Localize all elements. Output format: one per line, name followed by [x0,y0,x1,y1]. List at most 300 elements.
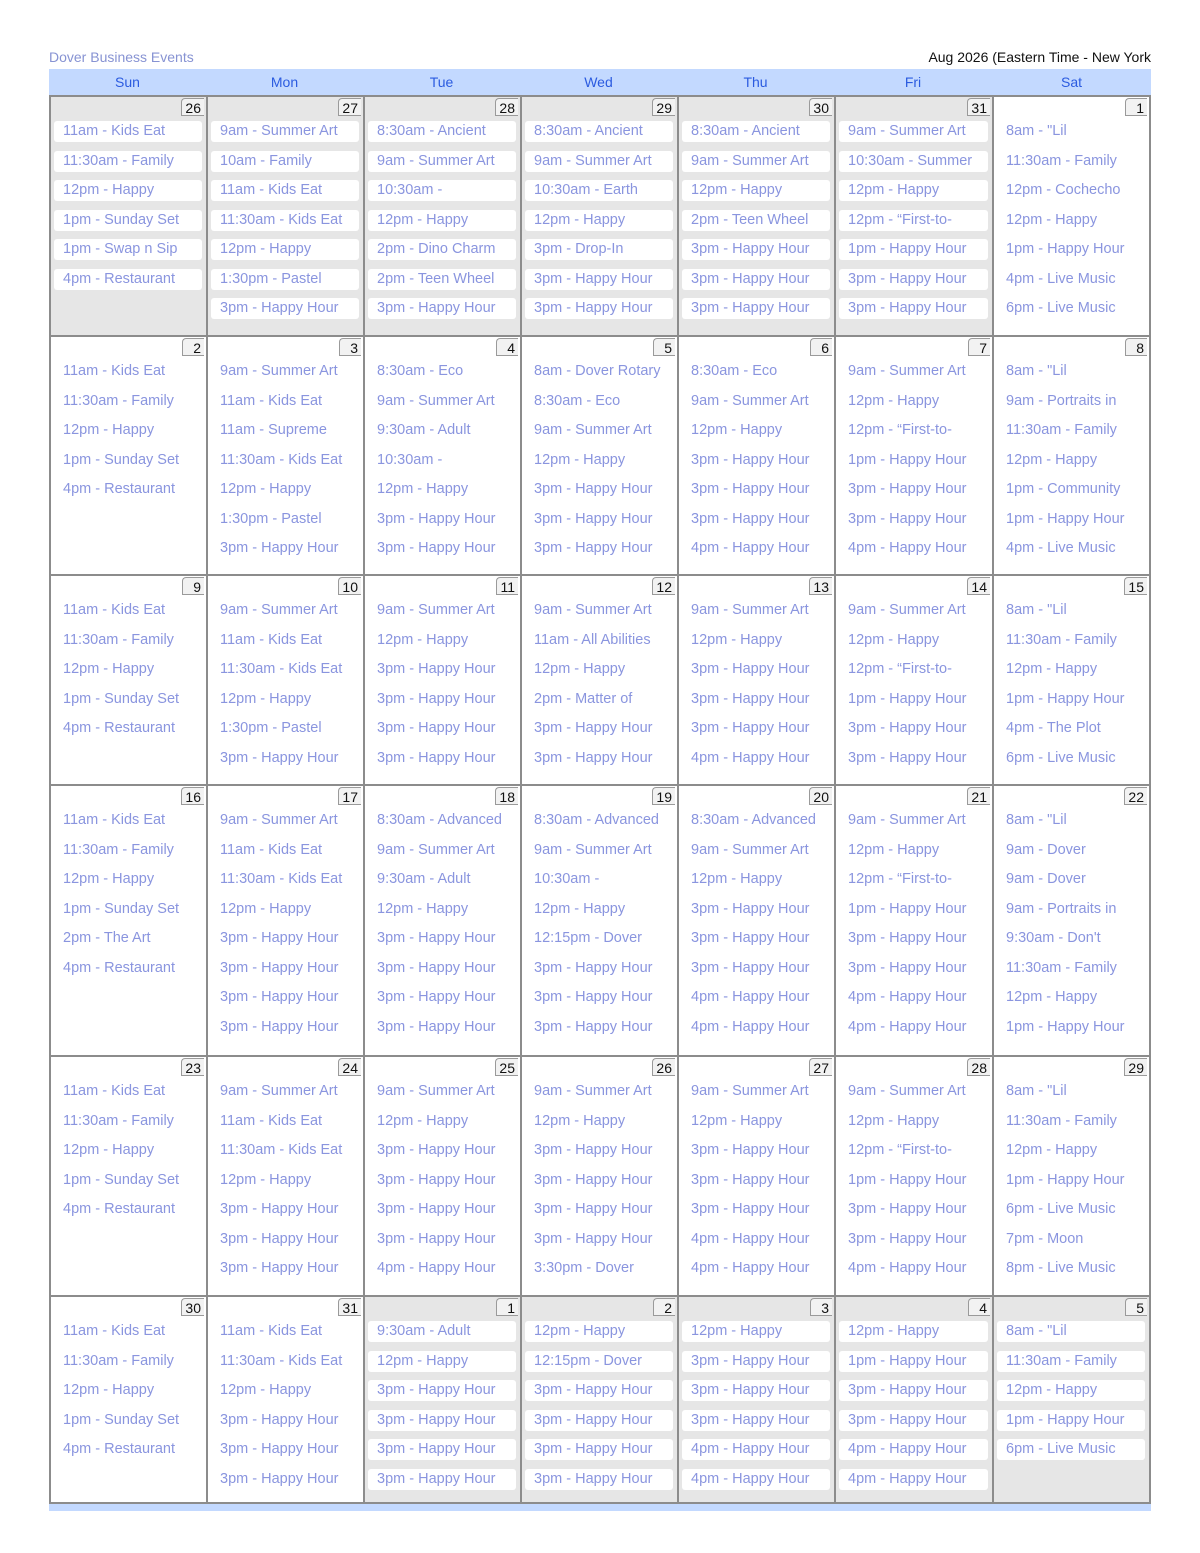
event-chip[interactable]: 9am - Summer Art [848,1083,966,1099]
event-chip[interactable]: 3pm - Happy Hour [377,720,496,736]
event-chip[interactable]: 3pm - Happy Hour [534,720,653,736]
date-number[interactable]: 26 [652,1058,675,1076]
event-chip[interactable]: 1pm - Happy Hour [1006,510,1125,527]
day-cell-wed[interactable] [520,786,677,1055]
event-chip[interactable]: 8:30am - Eco [691,363,778,379]
day-cell-sat[interactable] [992,97,1151,335]
event-chip[interactable]: 11am - Kids Eat [220,841,323,858]
day-cell-sun[interactable] [49,786,206,1055]
event-chip[interactable]: 12pm - Happy [220,1171,312,1188]
date-number[interactable]: 25 [495,1058,518,1076]
day-cell-tue[interactable] [363,786,520,1055]
event-chip[interactable]: 9am - Summer Art [220,602,338,618]
event-chip[interactable] [365,1435,520,1465]
event-chip[interactable]: 3pm - Happy Hour [377,540,496,556]
event-chip[interactable]: 3pm - Happy Hour [377,1018,496,1035]
event-chip[interactable]: 1pm - Happy Hour [848,451,967,468]
event-chip[interactable]: 9am - Summer Art [848,363,966,379]
event-chip[interactable]: 11am - All Abilities [534,631,651,648]
day-cell-sun[interactable] [49,1057,206,1295]
day-cell-mon[interactable] [206,1297,363,1502]
date-number[interactable]: 7 [968,338,990,356]
event-chip[interactable]: 4pm - Happy Hour [691,1230,810,1247]
event-chip[interactable]: 3pm - Happy Hour [691,959,810,976]
event-chip[interactable]: 8pm - Live Music [1006,1260,1116,1276]
event-chip[interactable]: 4pm - Happy Hour [848,1260,967,1276]
date-number[interactable]: 14 [967,577,990,595]
event-chip[interactable]: 11am - Kids Eat [63,602,166,618]
event-chip[interactable]: 11am - Kids Eat [220,631,323,648]
event-chip[interactable] [836,294,992,324]
day-cell-thu[interactable] [677,786,834,1055]
event-chip[interactable]: 1pm - Happy Hour [848,690,967,707]
event-chip[interactable] [836,265,992,295]
event-chip[interactable]: 9am - Dover [1006,841,1086,858]
event-chip[interactable]: 3pm - Happy Hour [220,1260,339,1276]
day-cell-mon[interactable] [206,97,363,335]
event-chip[interactable] [679,1317,834,1347]
event-chip[interactable]: 3pm - Happy Hour [534,481,653,497]
event-chip[interactable]: 9am - Summer Art [377,392,495,409]
event-chip[interactable]: 8:30am - Advanced [377,812,502,828]
event-chip[interactable]: 12pm - Happy [1006,1142,1098,1158]
event-chip[interactable] [679,235,834,265]
event-chip[interactable]: 4pm - Live Music [1006,270,1116,287]
event-chip[interactable]: 4pm - Happy Hour [848,540,967,556]
event-chip[interactable]: 12pm - Happy [1006,211,1098,228]
event-chip[interactable] [522,176,677,206]
event-chip[interactable]: 3pm - Happy Hour [691,1201,810,1217]
event-chip[interactable]: 9am - Summer Art [534,1083,652,1099]
event-chip[interactable]: 12pm - Happy [534,1112,626,1129]
day-cell-fri[interactable] [834,786,992,1055]
event-chip[interactable]: 11am - Kids Eat [63,363,166,379]
date-number[interactable]: 31 [338,1298,361,1316]
event-chip[interactable]: 6pm - Live Music [1006,1201,1116,1217]
event-chip[interactable]: 11am - Kids Eat [63,812,166,828]
event-chip[interactable] [365,1317,520,1347]
event-chip[interactable] [522,1376,677,1406]
event-chip[interactable]: 12pm - Happy [691,631,783,648]
event-chip[interactable] [208,176,363,206]
event-chip[interactable]: 8am - "Lil [1006,812,1067,828]
event-chip[interactable]: 11:30am - Family [1006,959,1117,976]
event-chip[interactable]: 8:30am - Advanced [691,812,816,828]
event-chip[interactable]: 12pm - Happy [377,631,469,648]
event-chip[interactable] [679,1376,834,1406]
day-cell-mon[interactable] [206,1057,363,1295]
date-number[interactable]: 4 [496,338,518,356]
event-chip[interactable]: 1:30pm - Pastel [220,720,322,736]
event-chip[interactable] [522,1406,677,1436]
date-number[interactable]: 17 [338,787,361,805]
event-chip[interactable]: 1pm - Happy Hour [848,1171,967,1188]
event-chip[interactable] [365,176,520,206]
event-chip[interactable] [365,1406,520,1436]
event-chip[interactable] [836,176,992,206]
day-cell-fri[interactable] [834,576,992,784]
event-chip[interactable] [51,176,206,206]
event-chip[interactable] [365,147,520,177]
date-number[interactable]: 18 [495,787,518,805]
event-chip[interactable]: 4pm - Restaurant [63,1441,176,1457]
event-chip[interactable]: 9:30am - Adult [377,871,471,887]
event-chip[interactable]: 12pm - Happy [691,422,783,438]
event-chip[interactable]: 3pm - Happy Hour [848,959,967,976]
event-chip[interactable]: 3pm - Happy Hour [691,510,810,527]
event-chip[interactable] [836,1376,992,1406]
event-chip[interactable]: 4pm - The Plot [1006,720,1101,736]
day-cell-mon[interactable] [206,337,363,574]
event-chip[interactable] [365,206,520,236]
day-cell-fri[interactable] [834,1057,992,1295]
event-chip[interactable]: 3pm - Happy Hour [220,1470,339,1487]
event-chip[interactable]: 3pm - Happy Hour [377,1142,496,1158]
date-number[interactable]: 9 [182,577,204,595]
event-chip[interactable]: 11:30am - Kids Eat [220,1142,343,1158]
event-chip[interactable] [51,265,206,295]
event-chip[interactable]: 12pm - Happy [377,1112,469,1129]
event-chip[interactable]: 1pm - Happy Hour [1006,241,1125,257]
date-number[interactable]: 22 [1124,787,1147,805]
event-chip[interactable]: 2pm - The Art [63,930,151,946]
event-chip[interactable] [679,1465,834,1495]
event-chip[interactable]: 4pm - Live Music [1006,540,1116,556]
day-cell-thu[interactable] [677,1057,834,1295]
event-chip[interactable]: 1pm - Happy Hour [848,900,967,917]
event-chip[interactable]: 3pm - Happy Hour [220,959,339,976]
event-chip[interactable] [679,265,834,295]
event-chip[interactable]: 3pm - Happy Hour [534,959,653,976]
event-chip[interactable] [365,235,520,265]
date-number[interactable]: 16 [181,787,204,805]
event-chip[interactable]: 11:30am - Family [1006,631,1117,648]
event-chip[interactable]: 3pm - Happy Hour [377,690,496,707]
event-chip[interactable]: 3pm - Happy Hour [534,749,653,766]
date-number[interactable]: 1 [1125,98,1147,116]
event-chip[interactable] [208,117,363,147]
event-chip[interactable]: 12pm - Cochecho [1006,182,1121,198]
event-chip[interactable] [522,1317,677,1347]
day-cell-tue[interactable] [363,1057,520,1295]
event-chip[interactable]: 9am - Summer Art [377,1083,495,1099]
date-number[interactable]: 20 [809,787,832,805]
event-chip[interactable] [679,147,834,177]
event-chip[interactable]: 3pm - Happy Hour [691,690,810,707]
day-cell-tue[interactable] [363,1297,520,1502]
event-chip[interactable] [836,206,992,236]
event-chip[interactable]: 11:30am - Kids Eat [220,1352,343,1369]
event-chip[interactable]: 11:30am - Family [63,392,174,409]
event-chip[interactable]: 12:15pm - Dover [534,930,642,946]
day-cell-sun[interactable] [49,97,206,335]
date-number[interactable]: 30 [181,1298,204,1316]
event-chip[interactable]: 11:30am - Family [63,631,174,648]
event-chip[interactable]: 12pm - Happy [691,1112,783,1129]
event-chip[interactable] [365,1376,520,1406]
event-chip[interactable]: 11am - Kids Eat [220,1112,323,1129]
event-chip[interactable] [679,1347,834,1377]
event-chip[interactable] [365,1465,520,1495]
day-cell-fri[interactable] [834,1297,992,1502]
day-cell-wed[interactable] [520,576,677,784]
event-chip[interactable]: 12pm - Happy [220,1382,312,1398]
day-cell-thu[interactable] [677,576,834,784]
event-chip[interactable] [836,1465,992,1495]
event-chip[interactable]: 12pm - Happy [848,631,940,648]
event-chip[interactable]: 3pm - Happy Hour [534,989,653,1005]
date-number[interactable]: 6 [810,338,832,356]
event-chip[interactable]: 4pm - Happy Hour [377,1260,496,1276]
event-chip[interactable]: 9am - Summer Art [691,392,809,409]
event-chip[interactable]: 3pm - Happy Hour [534,1018,653,1035]
event-chip[interactable]: 3pm - Happy Hour [220,1018,339,1035]
date-number[interactable]: 19 [652,787,675,805]
event-chip[interactable]: 11:30am - Family [63,841,174,858]
event-chip[interactable]: 3pm - Happy Hour [534,1201,653,1217]
event-chip[interactable] [679,294,834,324]
event-chip[interactable] [522,235,677,265]
day-cell-thu[interactable] [677,1297,834,1502]
event-chip[interactable]: 8:30am - Eco [377,363,464,379]
event-chip[interactable]: 3pm - Happy Hour [848,510,967,527]
event-chip[interactable] [522,294,677,324]
event-chip[interactable]: 1:30pm - Pastel [220,510,322,527]
event-chip[interactable]: 3:30pm - Dover [534,1260,634,1276]
event-chip[interactable]: 12pm - Happy [691,871,783,887]
event-chip[interactable]: 1pm - Happy Hour [1006,1171,1125,1188]
day-cell-mon[interactable] [206,786,363,1055]
event-chip[interactable]: 12pm - Happy [848,841,940,858]
event-chip[interactable]: 8am - Dover Rotary [534,363,661,379]
day-cell-thu[interactable] [677,97,834,335]
event-chip[interactable]: 1pm - Sunday Set [63,690,180,707]
event-chip[interactable] [679,206,834,236]
event-chip[interactable]: 3pm - Happy Hour [377,661,496,677]
date-number[interactable]: 13 [809,577,832,595]
event-chip[interactable] [208,147,363,177]
date-number[interactable]: 2 [653,1298,675,1316]
event-chip[interactable] [836,1347,992,1377]
event-chip[interactable] [679,117,834,147]
event-chip[interactable]: 12pm - Happy [1006,989,1098,1005]
event-chip[interactable] [208,206,363,236]
event-chip[interactable]: 11am - Kids Eat [220,1323,323,1339]
event-chip[interactable]: 11:30am - Family [1006,422,1117,438]
event-chip[interactable]: 3pm - Happy Hour [220,540,339,556]
day-cell-sun[interactable] [49,337,206,574]
event-chip[interactable]: 9am - Summer Art [220,1083,338,1099]
event-chip[interactable] [836,1317,992,1347]
event-chip[interactable]: 12pm - Happy [1006,661,1098,677]
date-number[interactable]: 4 [968,1298,990,1316]
event-chip[interactable]: 9am - Summer Art [691,841,809,858]
day-cell-sun[interactable] [49,576,206,784]
event-chip[interactable]: 3pm - Happy Hour [848,930,967,946]
event-chip[interactable]: 12pm - Happy [534,900,626,917]
event-chip[interactable]: 9am - Summer Art [534,841,652,858]
event-chip[interactable]: 3pm - Happy Hour [534,1230,653,1247]
event-chip[interactable]: 7pm - Moon [1006,1230,1084,1247]
event-chip[interactable]: 1pm - Happy Hour [1006,1018,1125,1035]
event-chip[interactable]: 8am - "Lil [1006,123,1067,139]
day-cell-fri[interactable] [834,97,992,335]
event-chip[interactable]: 4pm - Happy Hour [848,989,967,1005]
event-chip[interactable] [365,265,520,295]
event-chip[interactable]: 9am - Summer Art [691,602,809,618]
event-chip[interactable]: 11:30am - Kids Eat [220,451,343,468]
event-chip[interactable]: 12pm - Happy [534,451,626,468]
event-chip[interactable] [522,265,677,295]
event-chip[interactable]: 6pm - Live Music [1006,300,1116,316]
event-chip[interactable]: 3pm - Happy Hour [377,1230,496,1247]
day-cell-tue[interactable] [363,337,520,574]
event-chip[interactable] [994,1376,1149,1406]
event-chip[interactable]: 3pm - Happy Hour [534,1171,653,1188]
event-chip[interactable]: 4pm - Happy Hour [691,989,810,1005]
event-chip[interactable] [522,206,677,236]
event-chip[interactable]: 12pm - Happy [377,481,469,497]
event-chip[interactable]: 3pm - Happy Hour [377,930,496,946]
event-chip[interactable] [522,1347,677,1377]
event-chip[interactable]: 11:30am - Kids Eat [220,871,343,887]
event-chip[interactable]: 1pm - Sunday Set [63,451,180,468]
event-chip[interactable]: 3pm - Happy Hour [534,510,653,527]
event-chip[interactable]: 9am - Dover [1006,871,1086,887]
event-chip[interactable]: 3pm - Happy Hour [848,1230,967,1247]
date-number[interactable]: 27 [809,1058,832,1076]
event-chip[interactable]: 9am - Portraits in [1006,392,1117,409]
event-chip[interactable]: 3pm - Happy Hour [220,1441,339,1457]
event-chip[interactable]: 11:30am - Family [63,1352,174,1369]
event-chip[interactable]: 11am - Supreme [220,422,327,438]
event-chip[interactable] [208,235,363,265]
event-chip[interactable] [208,294,363,324]
event-chip[interactable]: 12pm - Happy [220,481,312,497]
event-chip[interactable] [522,117,677,147]
event-chip[interactable]: 3pm - Happy Hour [377,749,496,766]
event-chip[interactable]: 12pm - Happy [534,661,626,677]
event-chip[interactable]: 8am - "Lil [1006,1083,1067,1099]
date-number[interactable]: 11 [496,577,518,595]
event-chip[interactable]: 1pm - Sunday Set [63,1411,180,1428]
event-chip[interactable]: 4pm - Happy Hour [691,1260,810,1276]
date-number[interactable]: 31 [967,98,990,116]
event-chip[interactable]: 3pm - Happy Hour [691,900,810,917]
event-chip[interactable] [51,235,206,265]
event-chip[interactable]: 1pm - Happy Hour [1006,690,1125,707]
day-cell-wed[interactable] [520,1057,677,1295]
event-chip[interactable]: 3pm - Happy Hour [377,1171,496,1188]
date-number[interactable]: 21 [967,787,990,805]
event-chip[interactable]: 12pm - “First-to- [848,422,952,438]
event-chip[interactable]: 8:30am - Advanced [534,812,659,828]
day-cell-wed[interactable] [520,97,677,335]
event-chip[interactable]: 6pm - Live Music [1006,749,1116,766]
date-number[interactable]: 27 [338,98,361,116]
event-chip[interactable]: 3pm - Happy Hour [220,1201,339,1217]
event-chip[interactable]: 12pm - Happy [220,900,312,917]
event-chip[interactable]: 1pm - Sunday Set [63,900,180,917]
event-chip[interactable]: 3pm - Happy Hour [691,1142,810,1158]
day-cell-sun[interactable] [49,1297,206,1502]
date-number[interactable]: 15 [1124,577,1147,595]
event-chip[interactable]: 9am - Summer Art [220,363,338,379]
event-chip[interactable]: 11:30am - Family [1006,1112,1117,1129]
event-chip[interactable] [679,1406,834,1436]
date-number[interactable]: 23 [181,1058,204,1076]
event-chip[interactable] [836,147,992,177]
event-chip[interactable]: 4pm - Happy Hour [848,1018,967,1035]
event-chip[interactable]: 1pm - Sunday Set [63,1171,180,1188]
event-chip[interactable]: 4pm - Restaurant [63,481,176,497]
event-chip[interactable]: 11:30am - Family [1006,152,1117,169]
event-chip[interactable]: 3pm - Happy Hour [691,1171,810,1188]
date-number[interactable]: 5 [653,338,675,356]
date-number[interactable]: 3 [810,1298,832,1316]
event-chip[interactable]: 9am - Summer Art [377,841,495,858]
event-chip[interactable]: 12pm - Happy [220,690,312,707]
event-chip[interactable]: 3pm - Happy Hour [377,959,496,976]
day-cell-sat[interactable] [992,337,1151,574]
event-chip[interactable] [836,117,992,147]
event-chip[interactable]: 4pm - Restaurant [63,1201,176,1217]
event-chip[interactable]: 3pm - Happy Hour [691,930,810,946]
event-chip[interactable] [522,147,677,177]
calendar-title-link[interactable]: Dover Business Events [49,49,194,65]
event-chip[interactable]: 11am - Kids Eat [63,1323,166,1339]
event-chip[interactable]: 11am - Kids Eat [220,392,323,409]
event-chip[interactable]: 4pm - Happy Hour [691,540,810,556]
event-chip[interactable]: 2pm - Matter of [534,690,633,707]
day-cell-mon[interactable] [206,576,363,784]
date-number[interactable]: 8 [1125,338,1147,356]
day-cell-tue[interactable] [363,576,520,784]
day-cell-sat[interactable] [992,786,1151,1055]
event-chip[interactable]: 11:30am - Kids Eat [220,661,343,677]
event-chip[interactable] [522,1435,677,1465]
date-number[interactable]: 28 [495,98,518,116]
event-chip[interactable]: 12pm - “First-to- [848,661,952,677]
event-chip[interactable]: 9am - Portraits in [1006,900,1117,917]
event-chip[interactable]: 3pm - Happy Hour [220,930,339,946]
event-chip[interactable] [51,147,206,177]
event-chip[interactable]: 8:30am - Eco [534,392,621,409]
event-chip[interactable]: 3pm - Happy Hour [220,1411,339,1428]
day-cell-sat[interactable] [992,576,1151,784]
event-chip[interactable]: 3pm - Happy Hour [377,1201,496,1217]
date-number[interactable]: 26 [181,98,204,116]
date-number[interactable]: 12 [652,577,675,595]
event-chip[interactable]: 4pm - Restaurant [63,959,176,976]
day-cell-sat[interactable] [992,1057,1151,1295]
event-chip[interactable]: 3pm - Happy Hour [691,451,810,468]
event-chip[interactable]: 3pm - Happy Hour [691,661,810,677]
event-chip[interactable]: 12pm - Happy [848,1112,940,1129]
date-number[interactable]: 5 [1125,1298,1147,1316]
date-number[interactable]: 28 [967,1058,990,1076]
event-chip[interactable]: 12pm - Happy [63,1142,155,1158]
date-number[interactable]: 29 [652,98,675,116]
day-cell-wed[interactable] [520,337,677,574]
event-chip[interactable]: 11:30am - Family [63,1112,174,1129]
event-chip[interactable]: 8am - "Lil [1006,602,1067,618]
event-chip[interactable]: 12pm - Happy [63,871,155,887]
event-chip[interactable] [994,1347,1149,1377]
day-cell-wed[interactable] [520,1297,677,1502]
date-number[interactable]: 1 [496,1298,518,1316]
event-chip[interactable]: 12pm - “First-to- [848,871,952,887]
